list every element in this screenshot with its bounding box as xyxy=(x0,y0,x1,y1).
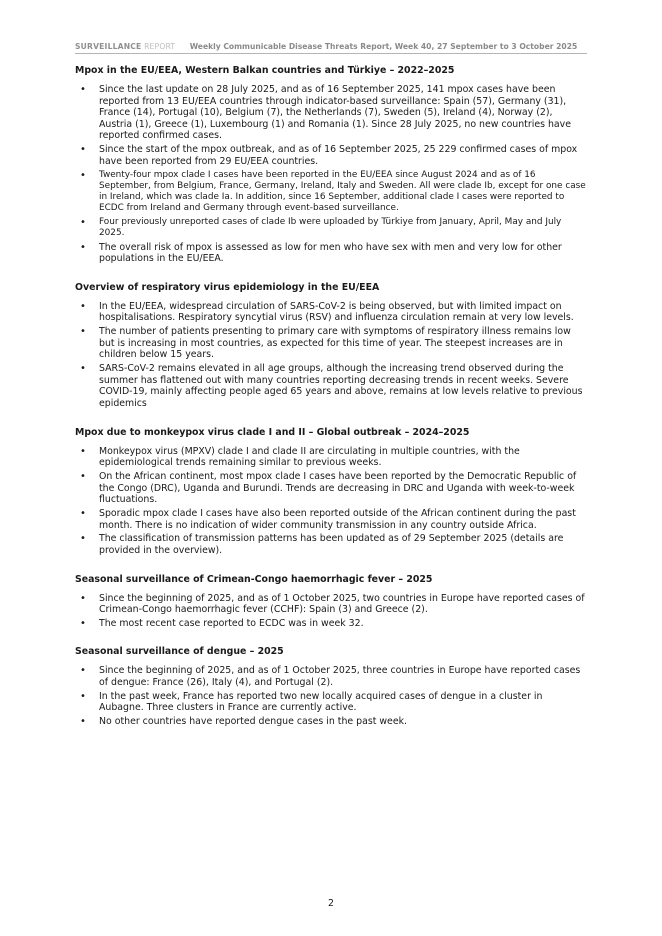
header-label-suffix: REPORT xyxy=(141,42,176,51)
section-heading: Overview of respiratory virus epidemiology in the EU/EEA xyxy=(75,281,380,293)
list-item: • The overall risk of mpox is assessed as low for men who have sex with men and very low for other populations in the EU/EEA. xyxy=(75,242,587,265)
section-respiratory xyxy=(75,281,587,410)
section-heading: Mpox due to monkeypox virus clade I and II – Global outbreak – 2024–2025 xyxy=(75,426,470,438)
list-item: • In the past week, France has reported two new locally acquired cases of dengue in a cluster in Aubagne. Three clusters in France are currently active. xyxy=(75,691,587,714)
list-item: • Four previously unreported cases of clade Ib were uploaded by Türkiye from January, April, May and July 2025. xyxy=(75,217,587,240)
bullet-list xyxy=(75,446,587,557)
page-number: 2 xyxy=(328,898,334,909)
report-body xyxy=(75,64,587,744)
list-item: • SARS-CoV-2 remains elevated in all age groups, although the increasing trend observed during the summer has flattened out with many countries reporting decreasing trends in recent weeks. Severe COVID-19, mainly affecting people aged 65 years and above, remains at low levels relative to previous epidemics xyxy=(75,363,587,409)
list-item: • The classification of transmission patterns has been updated as of 29 September 2025 (details are provided in the overview). xyxy=(75,533,587,556)
list-item: • Since the beginning of 2025, and as of 1 October 2025, three countries in Europe have reported cases of dengue: France (26), Italy (4), and Portugal (2). xyxy=(75,665,587,688)
list-item: • No other countries have reported dengue cases in the past week. xyxy=(75,716,587,728)
section-mpox-global xyxy=(75,426,587,557)
list-item: • The number of patients presenting to primary care with symptoms of respiratory illness remains low but is increasing in most countries, as expected for this time of year. The steepest increases are in children below 15 years. xyxy=(75,326,587,361)
bullet-list xyxy=(75,84,587,265)
header-label: SURVEILLANCE xyxy=(75,42,142,51)
list-item: • Since the last update on 28 July 2025, and as of 16 September 2025, 141 mpox cases have been reported from 13 EU/EEA countries through indicator-based surveillance: Spain (57), Germany (31), France (14), Portugal (10), Belgium (7), the Netherlands (7), Sweden (5), Ireland (4), Norway (2), Austria (1), Greece (1), Luxembourg (1) and Romania (1). Since 28 July 2025, no new countries have reported confirmed cases. xyxy=(75,84,587,142)
list-item: • On the African continent, most mpox clade I cases have been reported by the Democratic Republic of the Congo (DRC), Uganda and Burundi. Trends are decreasing in DRC and Uganda with week-to-week fluctuations. xyxy=(75,471,587,506)
bullet-list xyxy=(75,593,587,630)
section-heading: Seasonal surveillance of dengue – 2025 xyxy=(75,646,284,658)
section-heading: Seasonal surveillance of Crimean-Congo haemorrhagic fever – 2025 xyxy=(75,573,433,585)
section-heading: Mpox in the EU/EEA, Western Balkan countries and Türkiye – 2022–2025 xyxy=(75,65,455,76)
bullet-list xyxy=(75,301,587,410)
bullet-list xyxy=(75,665,587,727)
running-header xyxy=(75,42,587,54)
list-item: • The most recent case reported to ECDC was in week 32. xyxy=(75,618,587,630)
header-title: Weekly Communicable Disease Threats Report, Week 40, 27 September to 3 October 2025 xyxy=(189,42,578,51)
list-item: • Sporadic mpox clade I cases have also been reported outside of the African continent during the past month. There is no indication of wider community transmission in any country outside Africa. xyxy=(75,508,587,531)
section-cchf xyxy=(75,573,587,630)
list-item: • Twenty-four mpox clade I cases have been reported in the EU/EEA since August 2024 and as of 16 September, from Belgium, France, Germany, Ireland, Italy and Sweden. All were clade Ib, except for one case in Ireland, which was clade Ia. In addition, since 16 September, additional clade I cases were reported to ECDC from Ireland and Germany through event-based surveillance. xyxy=(75,170,587,215)
list-item: • Since the start of the mpox outbreak, and as of 16 September 2025, 25 229 confirmed cases of mpox have been reported from 29 EU/EEA countries. xyxy=(75,144,587,167)
list-item: • In the EU/EEA, widespread circulation of SARS-CoV-2 is being observed, but with limited impact on hospitalisations. Respiratory syncytial virus (RSV) and influenza circulation remain at very low levels. xyxy=(75,301,587,324)
section-mpox-eu xyxy=(75,64,587,265)
list-item: • Since the beginning of 2025, and as of 1 October 2025, two countries in Europe have reported cases of Crimean-Congo haemorrhagic fever (CCHF): Spain (3) and Greece (2). xyxy=(75,593,587,616)
list-item: • Monkeypox virus (MPXV) clade I and clade II are circulating in multiple countries, with the epidemiological trends remaining similar to previous weeks. xyxy=(75,446,587,469)
section-dengue xyxy=(75,645,587,727)
